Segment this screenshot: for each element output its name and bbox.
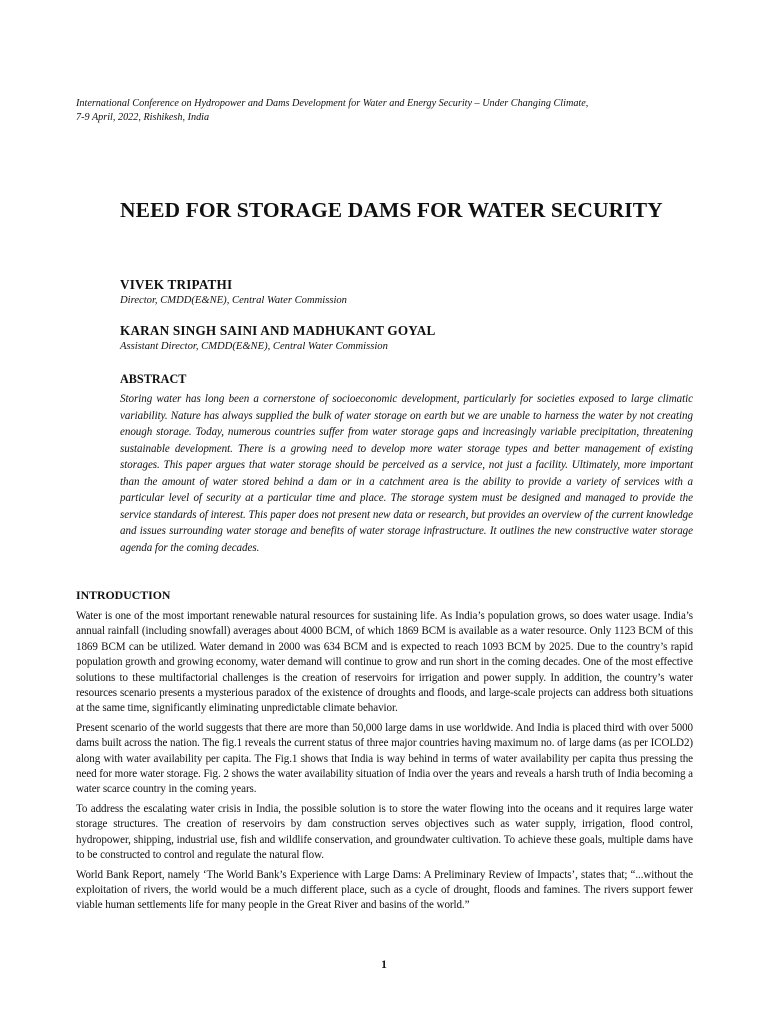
author-name: VIVEK TRIPATHI: [120, 277, 233, 292]
author-block-2: [120, 322, 700, 354]
author-affiliation: Assistant Director, CMDD(E&NE), Central Water Commission: [120, 341, 388, 352]
page-number: 1: [381, 959, 387, 971]
conference-header-line-2: 7-9 April, 2022, Rishikesh, India: [76, 112, 210, 123]
author-affiliation: Director, CMDD(E&NE), Central Water Commission: [120, 295, 347, 306]
abstract-text: Storing water has long been a cornerstone of socioeconomic development, particularly for societies exposed to large climatic variability. Nature has always supplied the bulk of water storage on earth but we are unable to harness the water by not creating enough storage. Today, numerous countries suffer from water storage gaps and increasingly variable precipitation, threatening sustainable development. There is a growing need to develop more water storage types and better management of existing storages. This paper argues that water storage should be perceived as a service, not just a facility. Ultimately, more important than the amount of water stored behind a dam or in a catchment area is the ability to provide a variety of services with a particular level of security at a particular time and place. The storage system must be designed and managed to provide the service standards of interest. This paper does not present new data or research, but provides an overview of the current knowledge and issues surrounding water storage and benefits of water storage infrastructure. It outlines the new constructive water storage agenda for the coming decades.: [120, 393, 693, 554]
conference-header: [76, 97, 706, 125]
body-paragraph: Water is one of the most important renewable natural resources for sustaining life. As India’s population grows, so does water usage. India’s annual rainfall (including snowfall) averages about 4000 BCM, of which 1869 BCM is available as a water resource. Only 1123 BCM of this 1869 BCM can be utilized. Water demand in 2000 was 634 BCM and is expected to reach 1093 BCM by 2025. Due to the country’s rapid population growth and growing economy, water demand will continue to grow and run short in the coming decades. One of the most effective solutions to these multifactorial challenges is the creation of reservoirs for irrigation and power supply. In addition, the country’s water resources scenario presents a mysterious paradox of the existence of droughts and floods, and large-scale projects can address both situations at the same time, significantly eliminating unpredictable climate behavior.: [76, 610, 693, 715]
abstract-heading: ABSTRACT: [120, 372, 187, 386]
body-paragraph: To address the escalating water crisis in India, the possible solution is to store the water flowing into the oceans and it requires large water storage structures. The creation of reservoirs by dam construction serves objectives such as water supply, irrigation, flood control, hydropower, shipping, industrial use, fish and wildlife conservation, and groundwater cultivation. To achieve these goals, multiple dams have to be constructed to control and regulate the natural flow.: [76, 802, 693, 862]
author-block-1: [120, 276, 700, 308]
introduction-body: [76, 609, 693, 918]
author-name: KARAN SINGH SAINI AND MADHUKANT GOYAL: [120, 323, 436, 338]
body-paragraph: World Bank Report, namely ‘The World Bank’s Experience with Large Dams: A Preliminary Review of Impacts’, states that; “...without the exploitation of rivers, the world would be a much different place, such as a cycle of drought, floods and famines. The rivers support fewer viable human settlements life for many people in the Great River and basins of the world.”: [76, 868, 693, 912]
introduction-heading: INTRODUCTION: [76, 588, 171, 602]
conference-header-line-1: International Conference on Hydropower and Dams Development for Water and Energy Security – Under Changing Climate,: [76, 98, 589, 109]
paper-title: NEED FOR STORAGE DAMS FOR WATER SECURITY: [120, 198, 663, 222]
body-paragraph: Present scenario of the world suggests that there are more than 50,000 large dams in use worldwide. And India is placed third with over 5000 dams built across the nation. The fig.1 reveals the current status of three major countries having maximum no. of large dams (as per ICOLD2) along with water availability per capita. The Fig.1 shows that India is way behind in terms of water availability per capita thus pressing the need for more water storage. Fig. 2 shows the water availability situation of India over the years and reveals a harsh truth of India becoming a water scarce country in the coming years.: [76, 721, 693, 796]
